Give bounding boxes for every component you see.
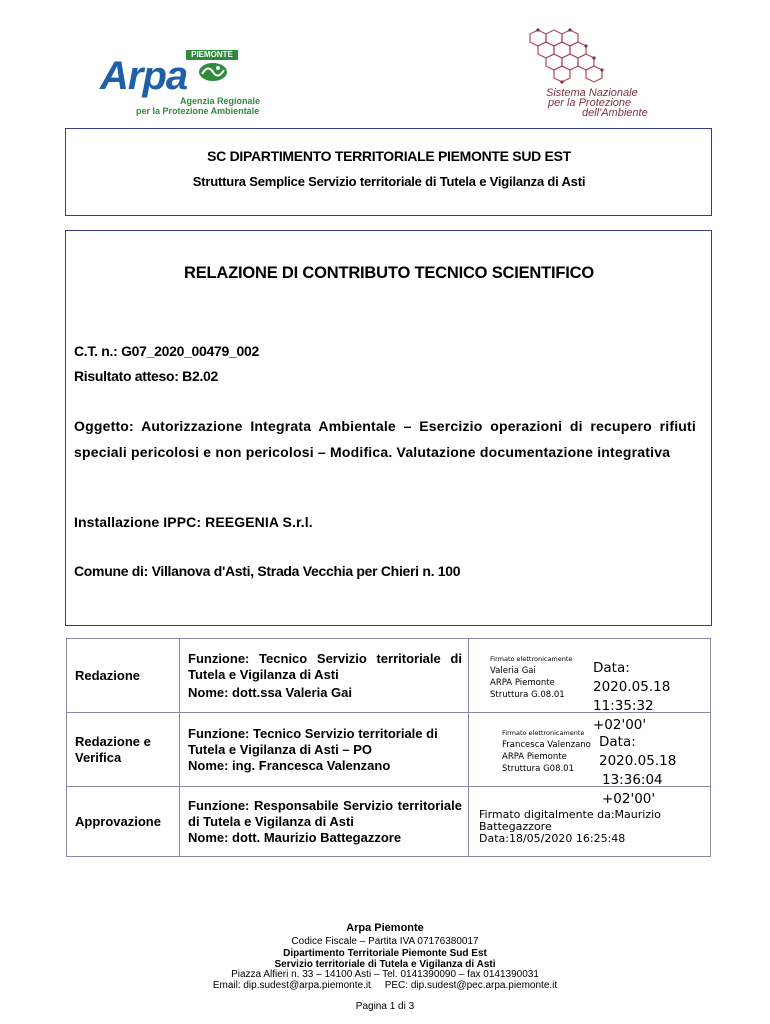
- stamp-header: Firmato elettronicamente: [502, 729, 585, 737]
- report-title: RELAZIONE DI CONTRIBUTO TECNICO SCIENTIFICO: [183, 264, 594, 282]
- footer-fiscal: Codice Fiscale – Partita IVA 07176380017: [291, 936, 479, 947]
- table-row: [67, 639, 711, 713]
- footer-service: Servizio territoriale di Tutela e Vigilanza di Asti: [274, 959, 496, 970]
- page-number: Pagina 1 di 3: [355, 1001, 415, 1012]
- digital-signature: [479, 809, 710, 845]
- stamp-struttura: Struttura G.08.01: [490, 690, 565, 700]
- stamp-date: Data: 2020.05.18: [599, 734, 677, 769]
- snpa-logo-text: [546, 88, 676, 118]
- service-subtitle: Struttura Semplice Servizio territoriale di Tutela e Vigilanza di Asti: [192, 174, 586, 189]
- arpa-logo-subtitle-2: per la Protezione Ambientale: [136, 106, 260, 116]
- footer-address: Piazza Alfieri n. 33 – 14100 Asti – Tel. 0141390090 – fax 0141390031: [231, 969, 539, 980]
- snpa-line-2: per la Protezione: [548, 97, 632, 109]
- stamp-org: ARPA Piemonte: [502, 752, 567, 762]
- stamp-header: Firmato elettronicamente: [490, 655, 573, 663]
- stamp-time: 11:35:32 +02'00': [593, 698, 654, 733]
- role-text: Redazione e Verifica: [75, 733, 151, 765]
- electronic-signature-stamp: [490, 653, 572, 701]
- arpa-logo-emblem-icon: [196, 60, 230, 84]
- stamp-name: Valeria Gai: [490, 666, 536, 676]
- role-cell: Approvazione: [67, 787, 180, 857]
- header-box: [65, 128, 712, 216]
- electronic-signature-stamp: [502, 727, 591, 775]
- name-text: Nome: dott.ssa Valeria Gai: [188, 684, 353, 700]
- function-text: Funzione: Tecnico Servizio territoriale di Tutela e Vigilanza di Asti: [188, 650, 462, 682]
- stamp-name: Francesca Valenzano: [502, 740, 591, 750]
- role-cell: [67, 713, 180, 787]
- name-text: Nome: dott. Maurizio Battegazzore: [188, 829, 402, 845]
- snpa-line-1: Sistema Nazionale: [546, 87, 638, 99]
- function-text: Funzione: Tecnico Servizio territoriale di Tutela e Vigilanza di Asti – PO: [188, 725, 438, 757]
- signature-cell: [469, 639, 711, 733]
- function-cell: [180, 787, 469, 857]
- arpa-logo-banner: PIEMONTE: [186, 50, 238, 60]
- stamp-date: Data: 2020.05.18: [593, 660, 671, 695]
- expected-result: Risultato atteso: B2.02: [74, 368, 219, 384]
- footer-email: Email: dip.sudest@arpa.piemonte.it PEC: dip.sudest@pec.arpa.piemonte.it: [212, 980, 558, 991]
- role-cell: Redazione: [67, 639, 180, 713]
- function-cell: [180, 639, 469, 713]
- municipality-text: Comune di: Villanova d'Asti, Strada Vecchia per Chieri n. 100: [74, 563, 461, 579]
- footer-department: Dipartimento Territoriale Piemonte Sud Est: [283, 948, 487, 959]
- digital-signer: Firmato digitalmente da:Maurizio Battegazzore: [479, 808, 661, 833]
- table-row: [67, 713, 711, 787]
- arpa-logo-wordmark: Arpa: [100, 54, 188, 98]
- function-cell: [180, 713, 469, 787]
- subject-text: Oggetto: Autorizzazione Integrata Ambientale – Esercizio operazioni di recupero rifiuti speciali pericolosi e non pericolosi – Modifica. Valutazione documentazione integrativa: [74, 418, 696, 460]
- footer-org: Arpa Piemonte: [346, 922, 424, 934]
- snpa-hexagon-logo-icon: [520, 28, 612, 92]
- ct-number: C.T. n.: G07_2020_00479_002: [74, 343, 259, 359]
- arpa-logo-subtitle-1: Agenzia Regionale: [180, 96, 261, 106]
- signature-cell: [469, 787, 711, 857]
- function-text: Funzione: Responsabile Servizio territoriale di Tutela e Vigilanza di Asti: [188, 797, 462, 829]
- stamp-org: ARPA Piemonte: [490, 678, 555, 688]
- department-title: SC DIPARTIMENTO TERRITORIALE PIEMONTE SUD EST: [207, 148, 571, 164]
- snpa-line-3: dell'Ambiente: [582, 107, 648, 119]
- installation-text: Installazione IPPC: REEGENIA S.r.l.: [74, 514, 313, 530]
- stamp-time: 13:36:04 +02'00': [602, 772, 663, 807]
- signature-cell: [469, 713, 711, 807]
- name-text: Nome: ing. Francesca Valenzano: [188, 757, 391, 773]
- signature-table: [66, 638, 711, 857]
- digital-date: Data:18/05/2020 16:25:48: [479, 832, 626, 845]
- stamp-struttura: Struttura G08.01: [502, 764, 574, 774]
- table-row: [67, 787, 711, 857]
